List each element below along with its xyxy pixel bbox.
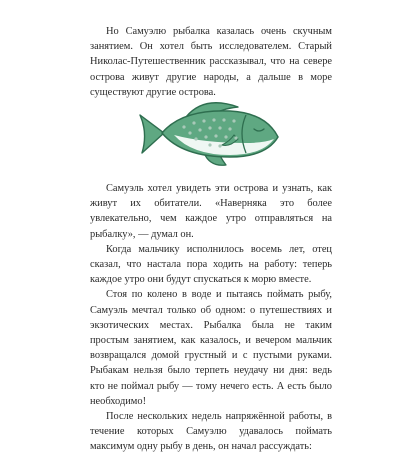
fish-illustration [134,91,282,171]
paragraph: Но Самуэлю рыбалка казалась очень скучным занятием. Он хотел быть исследователем. Старый Николас-Путешественник рассказывал, что на севере острова живут другие народы, а дальше в море существуют другие острова. [90,26,332,98]
paragraph: Когда мальчику исполнилось восемь лет, отец сказал, что настала пора ходить на работу: теперь каждое утро они будут спускаться к морю вместе. [90,243,332,286]
paragraph: Самуэль хотел увидеть эти острова и узнать, как живут их обитатели. «Наверняка это более увлекательно, чем каждое утро отправляться на рыбалку», — думал он. [90,183,332,240]
paragraph: После нескольких недель напряжённой работы, в течение которых Самуэлю удавалось поймать максимум одну рыбу в день, он начал рассуждать: [90,411,332,453]
fish-tail [140,115,164,153]
text-block-bottom [90,181,332,455]
text-block-top [90,24,332,100]
paragraph: Стоя по колено в воде и пытаясь поймать рыбу, Самуэль мечтал только об одном: о путешествиях и экзотических местах. Рыбалка была не таким простым занятием, как казалось, и вечером мальчик возвращался домой грустный и с пустыми руками. Рыбакам нельзя было терпеть неудачу ни дня: ведь кто не поймал рыбу — тому нечего есть. А есть было необходимо! [90,289,332,407]
